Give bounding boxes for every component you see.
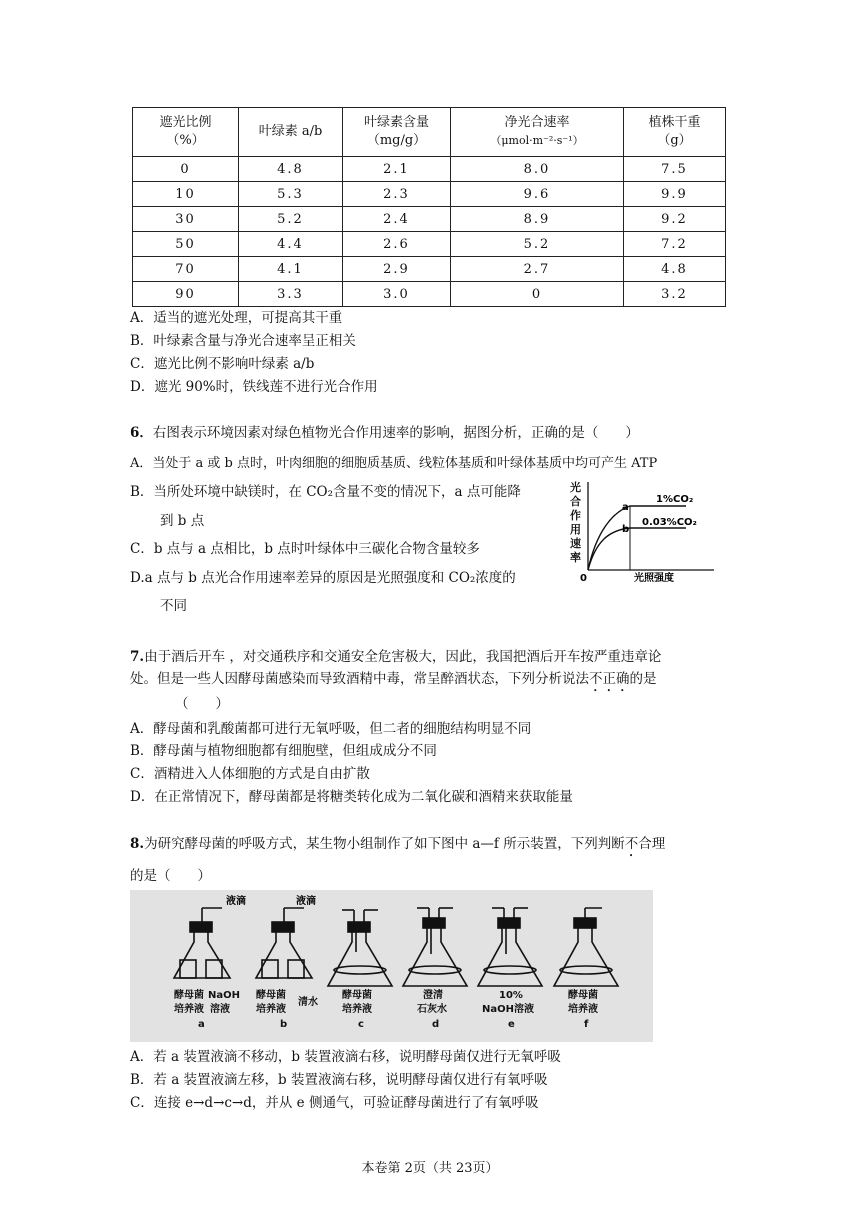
y-label-char: 率 (570, 551, 581, 564)
q8-number: 8. (130, 836, 145, 852)
flask-a-extra: 溶液 (210, 1004, 230, 1015)
y-label-char: 用 (570, 523, 581, 536)
q5-option-d: D．遮光 90%时，铁线莲不进行光合作用 (130, 379, 378, 395)
flask-b-label: 培养液 (256, 1004, 286, 1015)
table-row (133, 282, 726, 307)
flask-f-id: f (584, 1019, 589, 1030)
flask-c-label: 酵母菌 (342, 990, 372, 1001)
q8-option-c: C．连接 e→d→c→d，并从 e 侧通气，可验证酵母菌进行了有氧呼吸 (130, 1095, 539, 1111)
flask-c (328, 910, 392, 986)
table-cell: 5.2 (451, 232, 624, 257)
q7-stem-text-3: 的是 (629, 671, 657, 687)
flask-a-label: 酵母菌 (174, 990, 204, 1001)
table-cell: 2.9 (343, 257, 451, 282)
table-cell: 70 (133, 257, 239, 282)
table-cell: 0 (451, 282, 624, 307)
flask-b (256, 908, 312, 978)
col-header-net-rate: 净光合速率 （μmol·m⁻²·s⁻¹） (451, 108, 624, 157)
table-cell: 2.1 (343, 157, 451, 182)
q7-stem-line1 (130, 648, 661, 666)
q7-emphasis: 不正确 (589, 671, 630, 687)
q6-option-b-line2: 到 b 点 (160, 513, 205, 529)
flask-b-extra: 清水 (298, 997, 318, 1008)
q7-option-a: A．酵母菌和乳酸菌都可进行无氧呼吸，但二者的细胞结构明显不同 (130, 721, 532, 737)
curve-1-label: 1%CO₂ (656, 494, 694, 505)
flask-f-label: 培养液 (568, 1004, 598, 1015)
flask-e-label: 10% (499, 990, 523, 1001)
flask-b-id: b (280, 1019, 288, 1030)
flask-d-label: 澄清 (423, 990, 443, 1001)
table-cell: 2.6 (343, 232, 451, 257)
flask-e (478, 908, 542, 986)
flask-d-id: d (432, 1019, 440, 1030)
table-cell: 30 (133, 207, 239, 232)
yeast-apparatus-drawing (130, 890, 653, 1042)
q8-emphasis: 不 (624, 836, 639, 852)
flask-a-label: 培养液 (174, 1004, 204, 1015)
col-header-chl-ab: 叶绿素 a/b (239, 108, 343, 157)
q7-stem-text-2: 处。但是一些人因酵母菌感染而导致酒精中毒，常呈醉酒状态，下列分析说法 (130, 671, 589, 687)
y-label-char: 合 (570, 495, 581, 508)
table-cell: 7.5 (624, 157, 726, 182)
flask-d-label: 石灰水 (417, 1004, 447, 1015)
q5-option-c: C．遮光比例不影响叶绿素 a/b (130, 356, 315, 372)
q6-stem (130, 424, 639, 442)
table-row (133, 232, 726, 257)
table-cell: 4.8 (239, 157, 343, 182)
curve-003pct-co2 (588, 528, 686, 570)
flask-d (403, 908, 467, 986)
table-row (133, 257, 726, 282)
col-header-shading: 遮光比例 （%） (133, 108, 239, 157)
y-label-char: 光 (570, 481, 581, 494)
table-cell: 7.2 (624, 232, 726, 257)
flask-c-label: 培养液 (342, 1004, 372, 1015)
q7-stem-line2 (130, 670, 657, 695)
q7-option-b: B．酵母菌与植物细胞都有细胞壁，但组成成分不同 (130, 743, 437, 759)
col-header-dry-weight: 植株干重 （g） (624, 108, 726, 157)
point-a-label: a (622, 502, 629, 513)
flask-a (174, 908, 230, 978)
graph-origin: 0 (580, 573, 587, 584)
table-cell: 2.3 (343, 182, 451, 207)
page-footer: 本卷第 2页（共 23页） (361, 1161, 499, 1176)
table-row (133, 207, 726, 232)
y-label-char: 作 (570, 509, 581, 522)
table-cell: 9.9 (624, 182, 726, 207)
flask-e-id: e (508, 1019, 515, 1030)
flask-f-label: 酵母菌 (568, 990, 598, 1001)
q8-option-a: A．若 a 装置液滴不移动，b 装置液滴右移，说明酵母菌仅进行无氧呼吸 (130, 1049, 561, 1065)
table-cell: 5.3 (239, 182, 343, 207)
q7-option-d: D．在正常情况下，酵母菌都是将糖类转化成为二氧化碳和酒精来获取能量 (130, 789, 573, 805)
q8-stem-text-1: 为研究酵母菌的呼吸方式，某生物小组制作了如下图中 a—f 所示装置，下列判断 (144, 836, 625, 852)
q6-stem-text: 右图表示环境因素对绿色植物光合作用速率的影响，据图分析，正确的是（ ） (152, 425, 639, 441)
table-cell: 9.6 (451, 182, 624, 207)
photosynthesis-graph (560, 478, 720, 584)
flask-labels (174, 988, 598, 1030)
q6-option-d-line2: 不同 (160, 598, 187, 614)
q7-stem-text-1: 由于酒后开车 ，对交通秩序和交通安全危害极大，因此，我国把酒后开车按严重违章论 (144, 649, 662, 665)
table-row (133, 182, 726, 207)
table-cell: 4.8 (624, 257, 726, 282)
table-cell: 3.0 (343, 282, 451, 307)
table-cell: 10 (133, 182, 239, 207)
q8-option-b: B．若 a 装置液滴左移，b 装置液滴右移，说明酵母菌仅进行有氧呼吸 (130, 1072, 548, 1088)
table-cell: 8.9 (451, 207, 624, 232)
q8-stem-line2: 的是（ ） (130, 868, 211, 884)
q7-option-c: C．酒精进入人体细胞的方式是自由扩散 (130, 766, 370, 782)
col-header-chl-content: 叶绿素含量 （mg/g） (343, 108, 451, 157)
q8-stem-text-2: 合理 (638, 836, 666, 852)
q6-number: 6． (130, 425, 153, 441)
flask-a-extra: NaOH (208, 990, 240, 1001)
table-header-row (133, 108, 726, 157)
yeast-apparatus-figure (130, 890, 653, 1042)
flask-e-label: NaOH溶液 (482, 1004, 534, 1015)
table-cell: 8.0 (451, 157, 624, 182)
y-label-char: 速 (570, 537, 581, 550)
flask-b-label: 酵母菌 (256, 990, 286, 1001)
drop-label-a: 液滴 (226, 896, 246, 907)
table-cell: 0 (133, 157, 239, 182)
drop-label-b: 液滴 (296, 896, 316, 907)
graph-x-label: 光照强度 (634, 573, 674, 584)
q6-option-c: C．b 点与 a 点相比，b 点时叶绿体中三碳化合物含量较多 (130, 541, 480, 557)
q5-option-b: B．叶绿素含量与净光合速率呈正相关 (130, 333, 356, 349)
graph-y-label (570, 480, 581, 564)
table-cell: 4.4 (239, 232, 343, 257)
table-cell: 9.2 (624, 207, 726, 232)
table-cell: 4.1 (239, 257, 343, 282)
table-cell: 3.3 (239, 282, 343, 307)
table-cell: 2.4 (343, 207, 451, 232)
table-cell: 3.2 (624, 282, 726, 307)
table-cell: 50 (133, 232, 239, 257)
table-cell: 90 (133, 282, 239, 307)
q7-answer-paren: （ ） (175, 696, 229, 712)
table-cell: 2.7 (451, 257, 624, 282)
q6-option-b-line1: B．当所处环境中缺镁时，在 CO₂含量不变的情况下，a 点可能降 (130, 484, 521, 500)
flask-a-id: a (198, 1019, 205, 1030)
shading-data-table (132, 107, 726, 307)
table-cell: 5.2 (239, 207, 343, 232)
point-b-label: b (622, 524, 630, 535)
flask-f (554, 908, 618, 986)
curve-1pct-co2 (588, 506, 686, 570)
flask-c-id: c (358, 1019, 364, 1030)
table-row (133, 157, 726, 182)
curve-2-label: 0.03%CO₂ (642, 517, 697, 528)
q8-stem-line1 (130, 835, 665, 860)
q5-option-a: A．适当的遮光处理，可提高其干重 (130, 310, 343, 326)
q6-option-d-line1: D.a 点与 b 点光合作用速率差异的原因是光照强度和 CO₂浓度的 (130, 570, 516, 586)
q7-number: 7. (130, 649, 145, 665)
q6-option-a: A．当处于 a 或 b 点时，叶肉细胞的细胞质基质、线粒体基质和叶绿体基质中均可产生 ATP (130, 456, 658, 471)
